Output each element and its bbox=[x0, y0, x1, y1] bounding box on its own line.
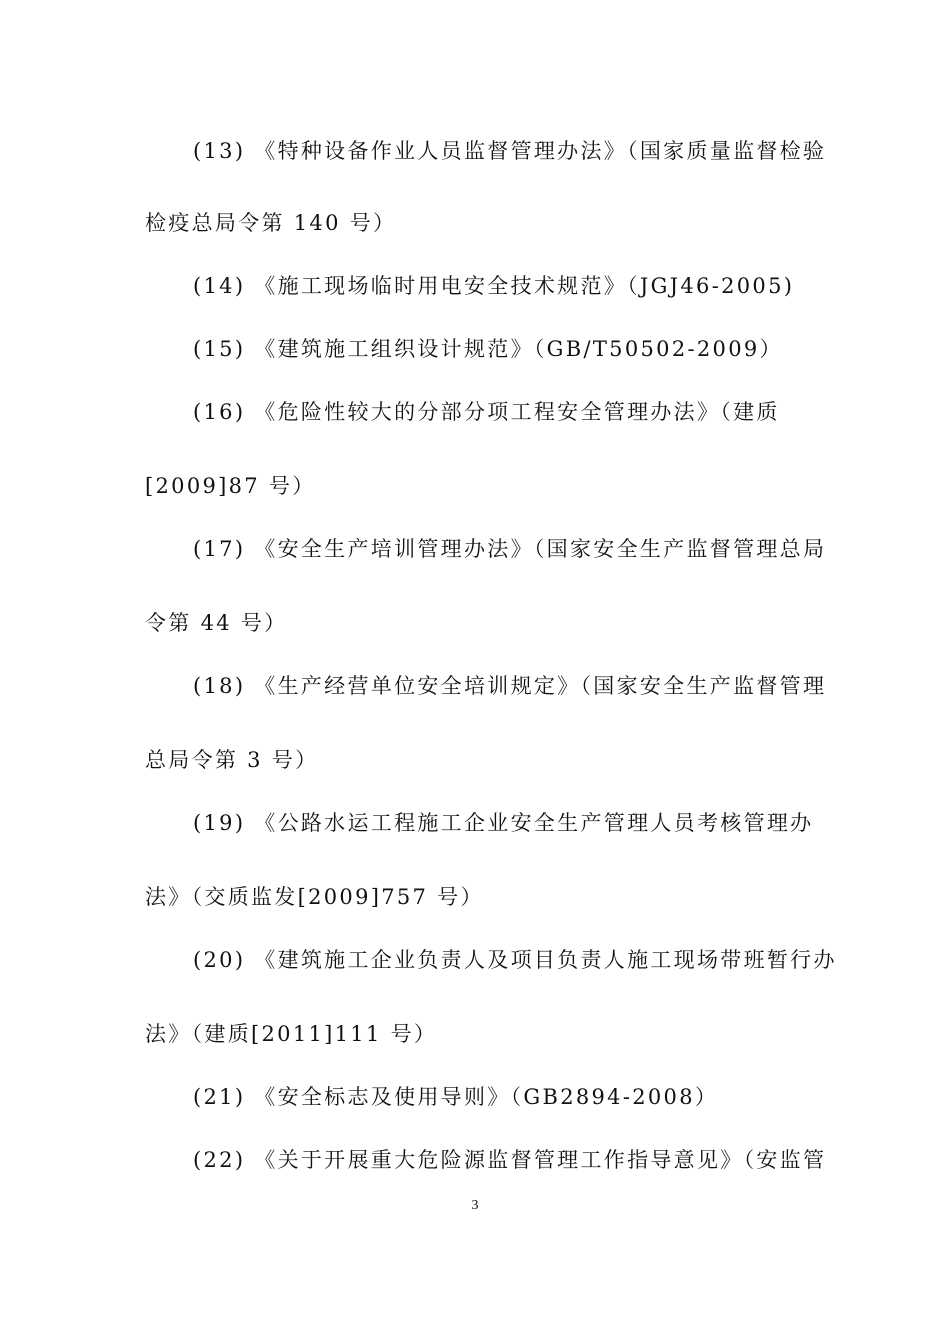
text-line: 法》（交质监发[2009]757 号） bbox=[145, 885, 484, 909]
text-line: (21) 《安全标志及使用导则》（GB2894-2008） bbox=[193, 1085, 719, 1109]
text-line: (22) 《关于开展重大危险源监督管理工作指导意见》（安监管 bbox=[193, 1148, 827, 1172]
text-line: 令第 44 号） bbox=[145, 611, 288, 635]
text-line: (17) 《安全生产培训管理办法》（国家安全生产监督管理总局 bbox=[193, 537, 827, 561]
text-line: [2009]87 号） bbox=[145, 474, 316, 498]
text-line: (15) 《建筑施工组织设计规范》（GB/T50502-2009） bbox=[193, 337, 783, 361]
page-number: 3 bbox=[471, 1198, 479, 1213]
text-line: (13) 《特种设备作业人员监督管理办法》（国家质量监督检验 bbox=[193, 139, 827, 163]
text-line: (18) 《生产经营单位安全培训规定》（国家安全生产监督管理 bbox=[193, 674, 827, 698]
text-line: 总局令第 3 号） bbox=[145, 748, 319, 772]
text-line: (20) 《建筑施工企业负责人及项目负责人施工现场带班暂行办 bbox=[193, 948, 837, 972]
text-line: 法》（建质[2011]111 号） bbox=[145, 1022, 438, 1046]
text-line: (16) 《危险性较大的分部分项工程安全管理办法》（建质 bbox=[193, 400, 780, 424]
text-line: (19) 《公路水运工程施工企业安全生产管理人员考核管理办 bbox=[193, 811, 814, 835]
text-line: (14) 《施工现场临时用电安全技术规范》（JGJ46-2005) bbox=[193, 274, 795, 298]
text-line: 检疫总局令第 140 号） bbox=[145, 211, 397, 235]
